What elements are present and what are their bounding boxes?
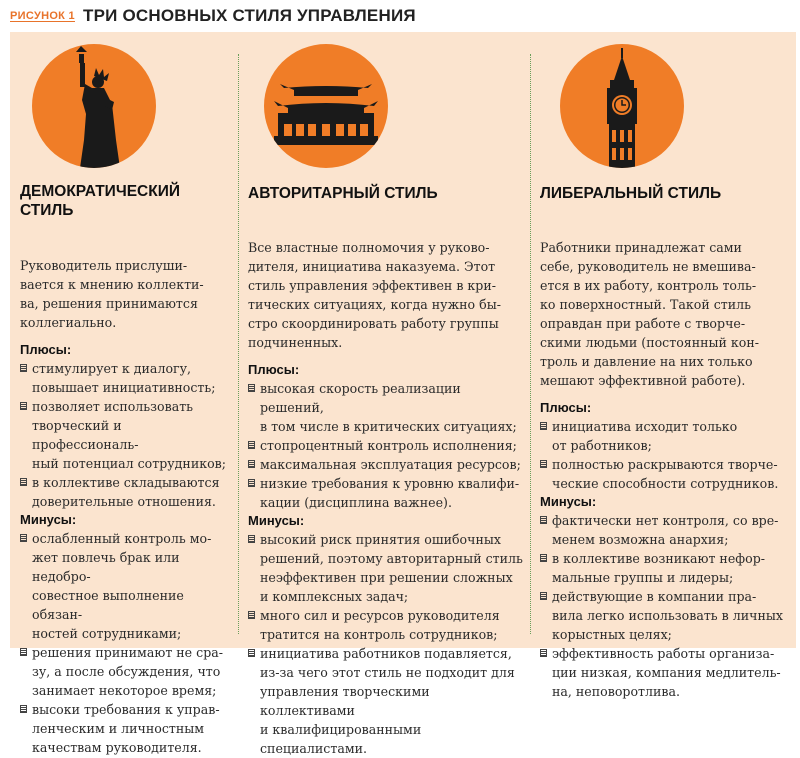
liberal-style-heading: ЛИБЕРАЛЬНЫЙ СТИЛЬ [540, 185, 722, 202]
democratic-style-column [10, 32, 238, 755]
big-ben-icon [560, 44, 684, 168]
bullet-icon [540, 422, 547, 430]
chinese-palace-icon [264, 44, 388, 168]
bullet-icon [540, 592, 547, 600]
authoritarian-cons-label: Минусы: [248, 513, 305, 528]
statue-of-liberty-icon [32, 44, 156, 168]
bullet-icon [20, 705, 27, 713]
list-item: стопроцентный контроль исполнения; [248, 436, 524, 455]
authoritarian-style-column [238, 32, 530, 756]
list-item: инициатива исходит только от работников; [540, 417, 790, 455]
bullet-icon [248, 649, 255, 657]
figure-label: РИСУНОК 1 [10, 10, 75, 22]
authoritarian-style-intro: Все властные полномочия у руково- дителя, инициатива наказуема. Этот стиль управления эффективен в кри- тических ситуациях, когда нужно бы- стро скоординировать работу группы подчиненных. [248, 240, 501, 350]
authoritarian-style-text [248, 238, 524, 758]
bullet-icon [20, 402, 27, 410]
liberal-pros-label: Плюсы: [540, 400, 592, 415]
list-item: в коллективе возникают нефор- мальные группы и лидеры; [540, 549, 790, 587]
figure-title: ТРИ ОСНОВНЫХ СТИЛЯ УПРАВЛЕНИЯ [82, 6, 416, 25]
authoritarian-emblem [264, 44, 388, 168]
list-item: действующие в компании пра- вила легко использовать в личных корыстных целях; [540, 587, 790, 644]
democratic-style-text [20, 256, 232, 757]
democratic-pros-label: Плюсы: [20, 342, 72, 357]
bullet-icon [540, 516, 547, 524]
list-item: много сил и ресурсов руководителя тратится на контроль сотрудников; [248, 606, 524, 644]
bullet-icon [540, 649, 547, 657]
list-item: полностью раскрываются творче- ческие способности сотрудников. [540, 455, 790, 493]
list-item: стимулирует к диалогу, повышает инициативность; [20, 359, 232, 397]
list-item: низкие требования к уровню квалифи- кации (дисциплина важнее). [248, 474, 524, 512]
styles-panel [10, 32, 796, 756]
list-item: решения принимают не сра- зу, а после обсуждения, что занимает некоторое время; [20, 643, 232, 700]
liberal-emblem [560, 44, 684, 168]
bullet-icon [540, 554, 547, 562]
democratic-emblem [32, 44, 156, 168]
list-item: позволяет использовать творческий и профессиональ- ный потенциал сотрудников; [20, 397, 232, 473]
authoritarian-pros-label: Плюсы: [248, 362, 300, 377]
bullet-icon [248, 479, 255, 487]
democratic-style-intro: Руководитель прислуши- вается к мнению коллекти- ва, решения принимаются коллегиально. [20, 258, 204, 330]
bullet-icon [248, 535, 255, 543]
bullet-icon [20, 478, 27, 486]
figure-header [10, 6, 416, 26]
liberal-style-intro: Работники принадлежат сами себе, руководитель не вмешива- ется в их работу, контроль толь- ко поверхностный. Такой стиль оправдан при работе с творче- скими людьми (постоянный кон- троль и давление на них только мешают эффективной работе). [540, 240, 760, 388]
democratic-style-heading: ДЕМОКРАТИЧЕСКИЙ СТИЛЬ [20, 183, 180, 219]
bullet-icon [540, 460, 547, 468]
list-item: ослабленный контроль мо- жет повлечь брак или недобро- совестное выполнение обязан- ностей сотрудниками; [20, 529, 232, 643]
authoritarian-style-heading: АВТОРИТАРНЫЙ СТИЛЬ [248, 185, 438, 202]
bullet-icon [20, 648, 27, 656]
bullet-icon [248, 441, 255, 449]
liberal-style-column [530, 32, 796, 699]
list-item: высокая скорость реализации решений, в том числе в критических ситуациях; [248, 379, 524, 436]
list-item: высоки требования к управ- ленческим и личностным качествам руководителя. [20, 700, 232, 757]
bullet-icon [248, 460, 255, 468]
list-item: максимальная эксплуатация ресурсов; [248, 455, 524, 474]
bullet-icon [20, 364, 27, 372]
list-item: эффективность работы организа- ции низкая, компания медлитель- на, неповоротлива. [540, 644, 790, 701]
democratic-cons-label: Минусы: [20, 512, 77, 527]
bullet-icon [248, 611, 255, 619]
bullet-icon [20, 534, 27, 542]
liberal-style-text [540, 238, 790, 701]
bullet-icon [248, 384, 255, 392]
list-item: высокий риск принятия ошибочных решений, поэтому авторитарный стиль неэффективен при решении сложных и комплексных задач; [248, 530, 524, 606]
list-item: инициатива работников подавляется, из-за чего этот стиль не подходит для управления творческими коллективами и квалифицированными специалистами. [248, 644, 524, 758]
list-item: фактически нет контроля, со вре- менем возможна анархия; [540, 511, 790, 549]
list-item: в коллективе складываются доверительные отношения. [20, 473, 232, 511]
liberal-cons-label: Минусы: [540, 494, 597, 509]
